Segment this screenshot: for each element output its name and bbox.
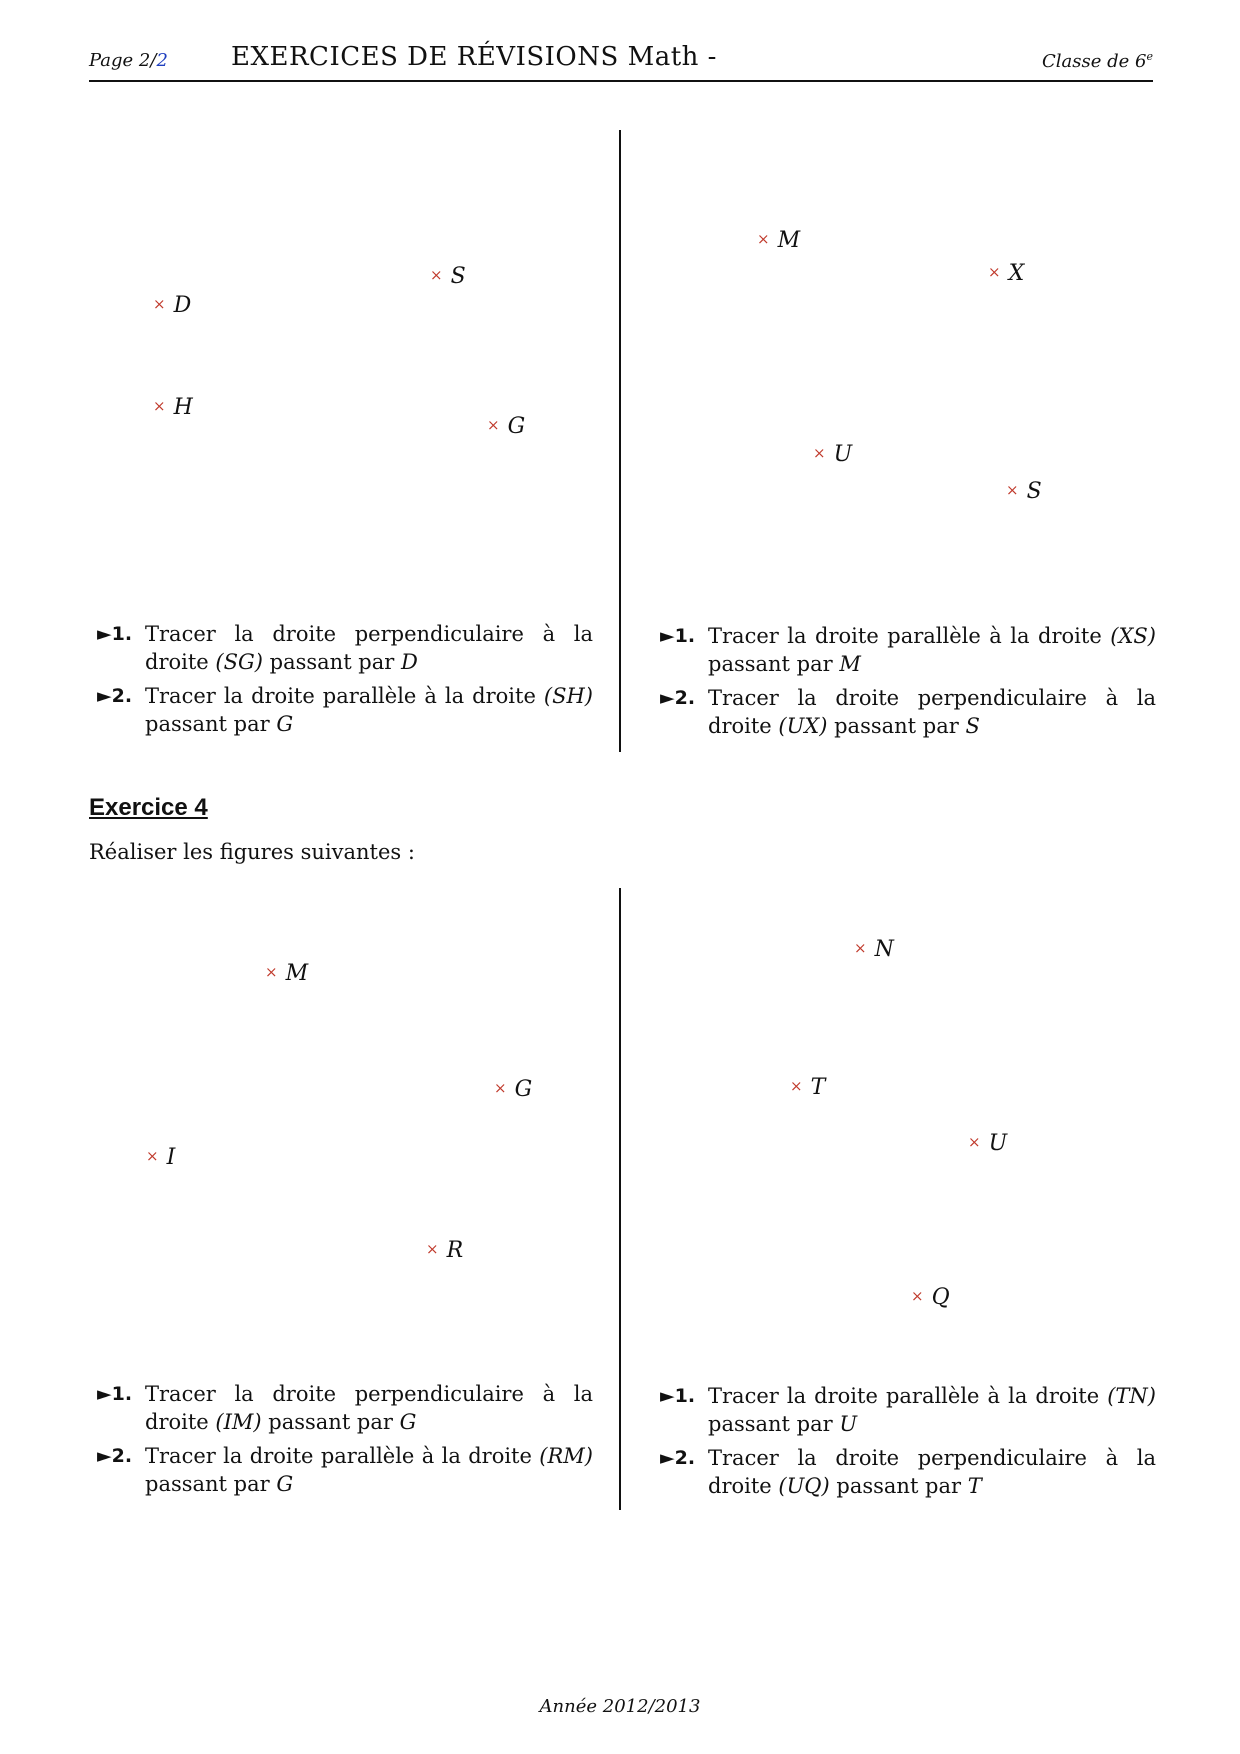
point-I: × I: [146, 1145, 176, 1170]
point-G: × G: [487, 414, 526, 439]
instruction-item: ►2. Tracer la droite perpendiculaire à la droite (UQ) passant par T: [660, 1446, 1156, 1498]
column-separator-top: [619, 130, 621, 752]
point-U-bottom: × U: [968, 1131, 1008, 1156]
instructions-bottom-right: [660, 1382, 1156, 1506]
instructions-top-right: [660, 622, 1156, 746]
instruction-item: ►2. Tracer la droite parallèle à la droite (RM) passant par G: [97, 1444, 593, 1496]
point-T: × T: [790, 1075, 826, 1100]
exercise-intro: Réaliser les figures suivantes :: [89, 840, 415, 864]
instruction-item: ►1. Tracer la droite perpendiculaire à la droite (IM) passant par G: [97, 1382, 593, 1434]
point-N: × N: [854, 937, 894, 962]
exercise-title: Exercice 4: [89, 794, 208, 821]
page-footer: Année 2012/2013: [539, 1696, 701, 1717]
instruction-item: ►1. Tracer la droite parallèle à la droite (XS) passant par M: [660, 624, 1156, 676]
point-M: × M: [757, 228, 801, 253]
point-S: × S: [430, 264, 466, 289]
class-label: Classe de 6e: [1042, 50, 1153, 72]
instruction-item: ►1. Tracer la droite parallèle à la droite (TN) passant par U: [660, 1384, 1156, 1436]
column-separator-bottom: [619, 888, 621, 1510]
point-X: × X: [988, 261, 1025, 286]
page-header: [89, 38, 1153, 82]
point-Q: × Q: [911, 1285, 950, 1310]
point-M-bottom: × M: [265, 961, 309, 986]
instruction-item: ►1. Tracer la droite perpendiculaire à la droite (SG) passant par D: [97, 622, 593, 674]
point-S-right: × S: [1006, 479, 1042, 504]
point-U: × U: [813, 442, 853, 467]
instruction-item: ►2. Tracer la droite perpendiculaire à la droite (UX) passant par S: [660, 686, 1156, 738]
instructions-bottom-left: [97, 1380, 593, 1504]
document-title: EXERCICES DE RÉVISIONS Math -: [231, 42, 717, 72]
point-G-bottom: × G: [494, 1077, 533, 1102]
page-total-link[interactable]: 2: [156, 50, 168, 71]
instruction-item: ►2. Tracer la droite parallèle à la droite (SH) passant par G: [97, 684, 593, 736]
page-number: Page 2/2: [89, 50, 168, 71]
point-H: × H: [153, 395, 193, 420]
point-R: × R: [426, 1238, 464, 1263]
instructions-top-left: [97, 620, 593, 744]
point-D: × D: [153, 293, 192, 318]
